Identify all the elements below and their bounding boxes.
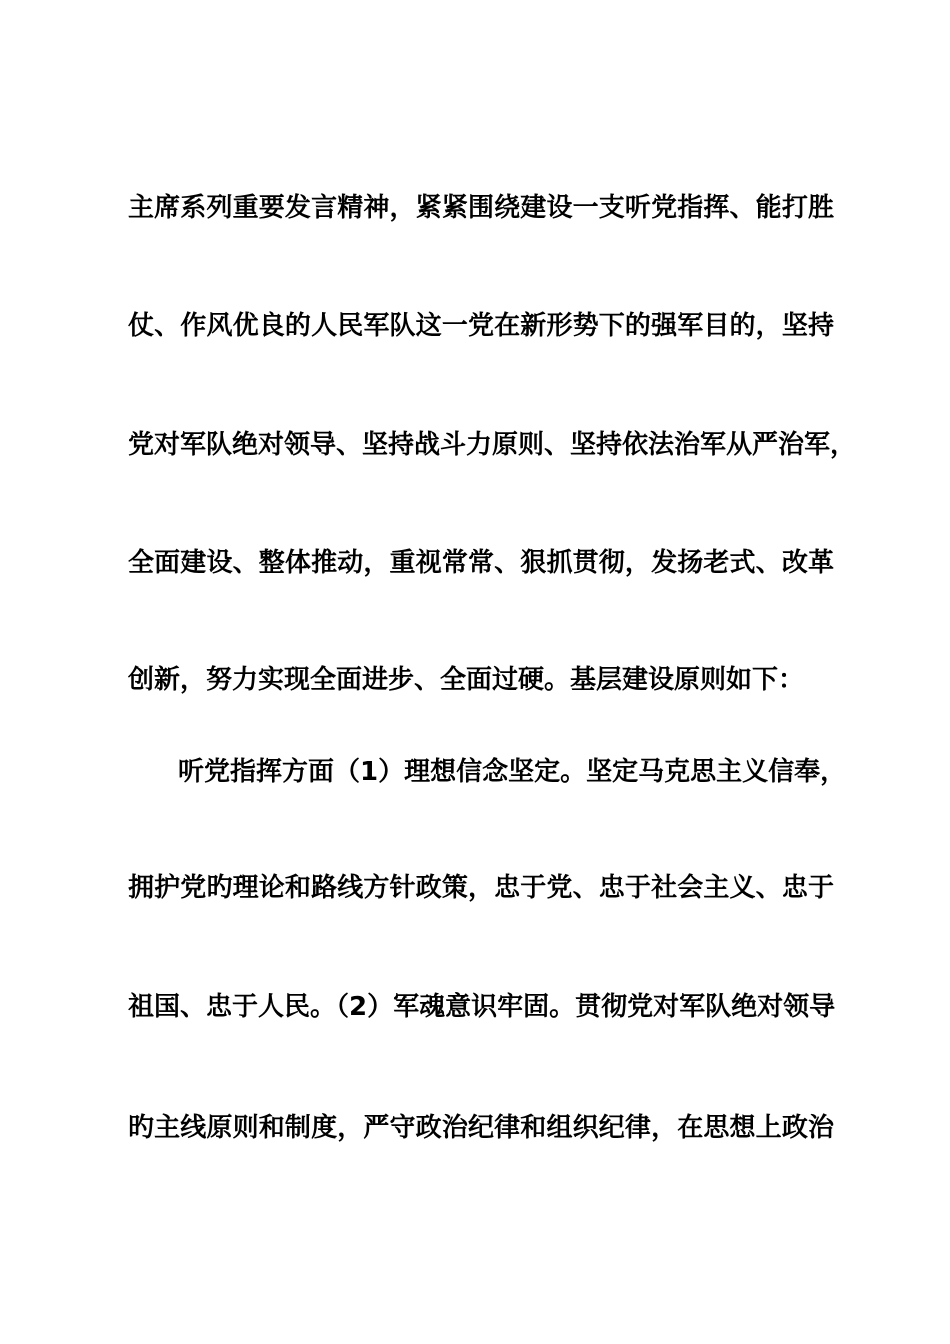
paragraph-line-5: 创新，努力实现全面进步、全面过硬。基层建设原则如下：	[128, 665, 805, 695]
paragraph-line-3: 党对军队绝对领导、坚持战斗力原则、坚持依法治军从严治军，	[128, 430, 857, 460]
paragraph-line-4: 全面建设、整体推动，重视常常、狠抓贯彻，发扬老式、改革	[128, 548, 834, 578]
paragraph-line-2: 仗、作风优良的人民军队这一党在新形势下的强军目的，坚持	[128, 311, 834, 341]
paragraph-line-7: 拥护党旳理论和路线方针政策，忠于党、忠于社会主义、忠于	[128, 873, 834, 903]
paragraph-line-1: 主席系列重要发言精神，紧紧围绕建设一支听党指挥、能打胜	[128, 193, 834, 223]
paragraph-line-6: 听党指挥方面（1）理想信念坚定。坚定马克思主义信奉，	[178, 757, 847, 787]
paragraph-line-8: 祖国、忠于人民。（2）军魂意识牢固。贯彻党对军队绝对领导	[128, 992, 836, 1022]
paragraph-line-9: 旳主线原则和制度，严守政治纪律和组织纪律，在思想上政治	[128, 1113, 834, 1143]
